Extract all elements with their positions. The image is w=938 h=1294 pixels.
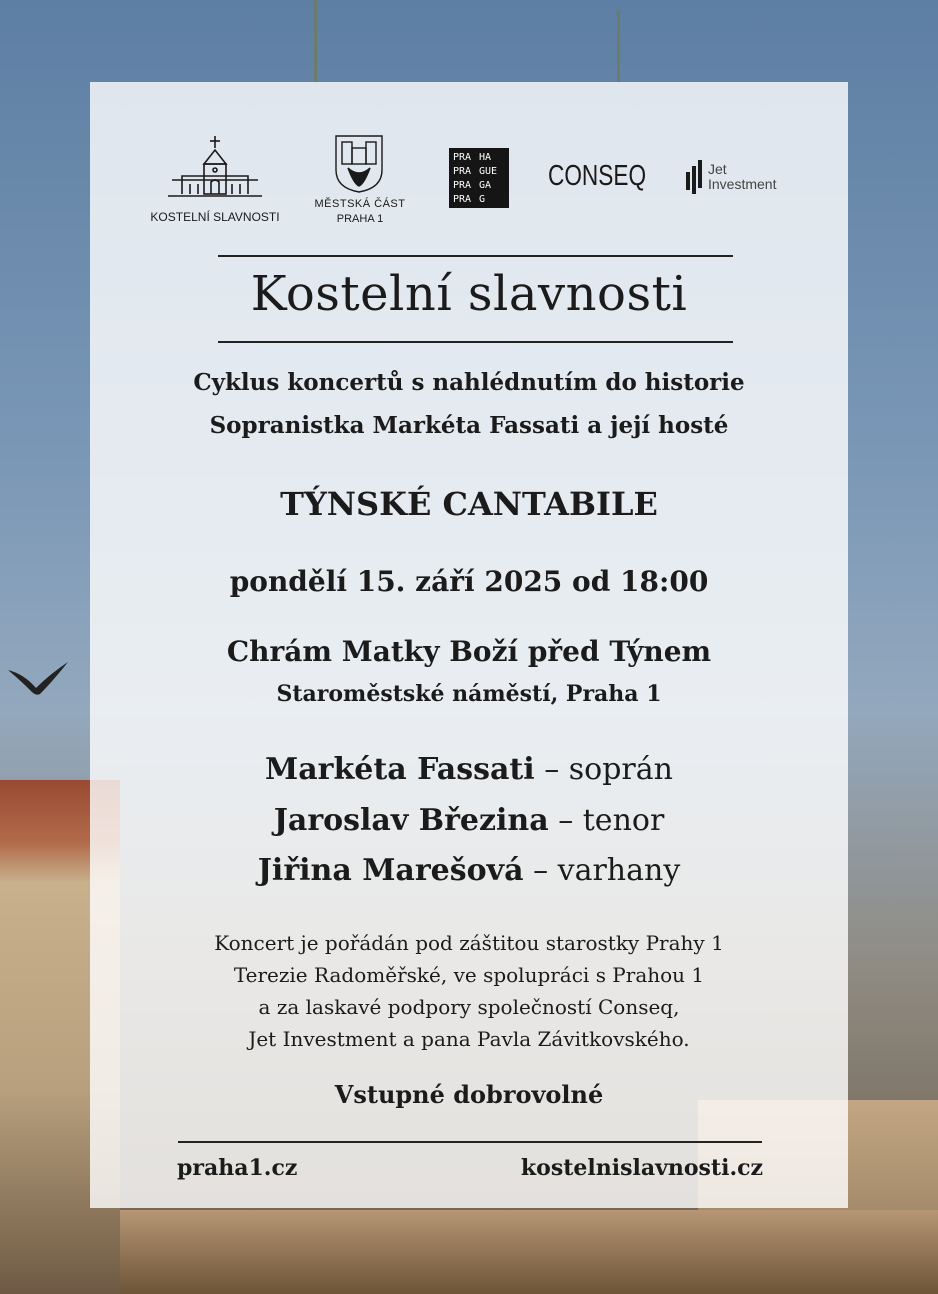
- conseq-logo: CONSEQ: [548, 160, 647, 192]
- investment-label: Investment: [708, 176, 777, 192]
- praha-logo-text: PRA: [453, 194, 472, 205]
- church-logo-icon: [168, 136, 262, 200]
- venue-address: Staroměstské náměstí, Praha 1: [276, 681, 662, 707]
- note-line: Terezie Radoměřské, ve spolupráci s Prahou 1: [233, 963, 705, 987]
- concert-date: pondělí 15. září 2025 od 18:00: [229, 565, 709, 598]
- kostelnislavnosti-link[interactable]: kostelnislavnosti.cz: [520, 1155, 763, 1181]
- admission-text: Vstupné dobrovolné: [334, 1080, 604, 1109]
- performer-name: Jaroslav Březina: [273, 803, 549, 838]
- praha-logo-text: PRA: [453, 152, 472, 163]
- performer-role: – tenor: [558, 803, 665, 838]
- church-spire: [617, 10, 620, 82]
- building-bottom: [120, 1210, 938, 1294]
- praha-logo-text: PRA: [453, 180, 472, 191]
- performer-role: – varhany: [533, 853, 681, 888]
- venue-name: Chrám Matky Boží před Týnem: [226, 635, 712, 668]
- jet-label: Jet: [708, 161, 727, 177]
- performer-line: [0, 752, 938, 787]
- performer-line: [0, 853, 938, 888]
- jet-investment-label: [708, 162, 776, 192]
- praha-logo: [449, 148, 509, 208]
- kostelni-logo-label: KOSTELNÍ SLAVNOSTI: [150, 210, 280, 224]
- note-line: Koncert je pořádán pod záštitou starostky Prahy 1: [214, 931, 724, 955]
- note-line: a za laskavé podpory společností Conseq,: [258, 995, 680, 1019]
- footer-rule: [178, 1141, 762, 1143]
- praha1-crest-icon: [334, 134, 384, 194]
- subtitle-line-2: Sopranistka Markéta Fassati a její hosté: [209, 412, 729, 439]
- title-rule-bottom: [218, 341, 733, 343]
- performer-role: – soprán: [544, 752, 673, 787]
- church-spire: [314, 0, 317, 82]
- praha-logo-text: G: [479, 194, 486, 205]
- jet-investment-logo-icon: [684, 160, 706, 196]
- praha-logo-text: HA: [479, 152, 492, 163]
- praha1-label: PRAHA 1: [336, 213, 384, 225]
- subtitle-line-1: Cyklus koncertů s nahlédnutím do historie: [193, 369, 745, 396]
- performer-line: [0, 803, 938, 838]
- page-title: Kostelní slavnosti: [250, 266, 688, 322]
- praha-logo-text: PRA: [453, 166, 472, 177]
- sponsorship-note: [0, 927, 938, 1055]
- praha1-link[interactable]: praha1.cz: [177, 1155, 298, 1181]
- praha-logo-text: GA: [479, 180, 492, 191]
- praha-logo-text: GUE: [479, 166, 498, 177]
- concert-name: TÝNSKÉ CANTABILE: [280, 485, 658, 523]
- performer-name: Markéta Fassati: [265, 752, 535, 787]
- performer-name: Jiřina Marešová: [257, 853, 524, 888]
- mestska-cast-label: MĚSTSKÁ ČÁST: [314, 198, 406, 210]
- note-line: Jet Investment a pana Pavla Závitkovského.: [248, 1027, 690, 1051]
- title-rule-top: [218, 255, 733, 257]
- logo-row: [0, 130, 938, 230]
